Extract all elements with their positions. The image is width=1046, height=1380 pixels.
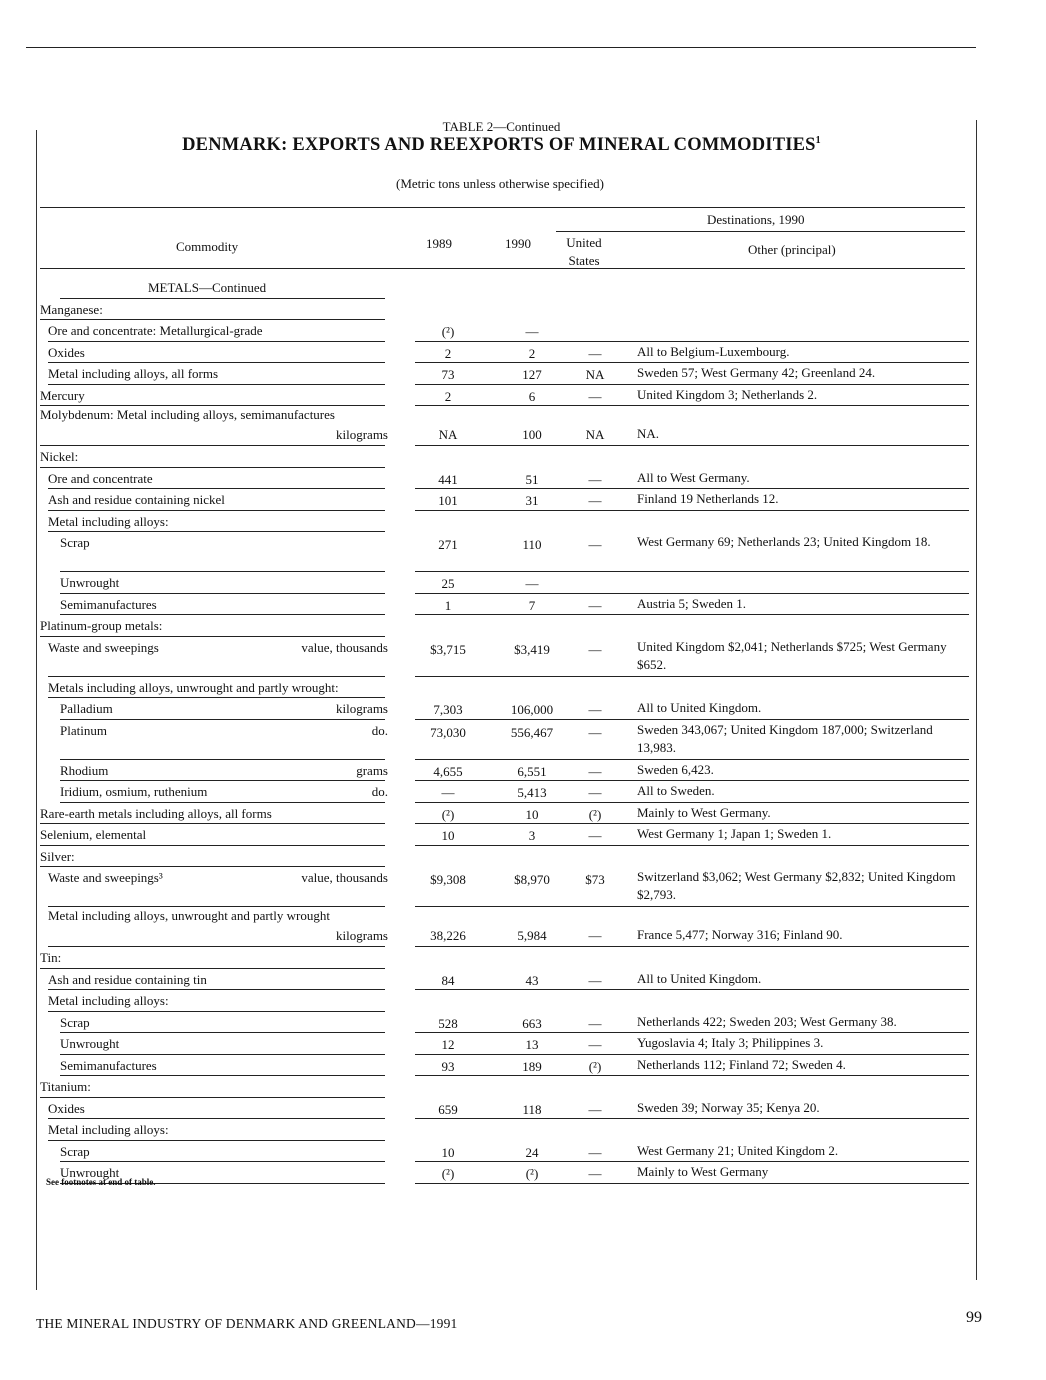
commodity-name: Metal including alloys, unwrought and partly wrought <box>48 908 330 923</box>
commodity-name: Unwrought <box>60 1036 120 1051</box>
commodity-name: Metal including alloys: <box>48 993 169 1008</box>
value-1989: 101 <box>438 493 458 508</box>
commodity-name: Platinum <box>60 722 107 738</box>
value-united-states: (²) <box>588 806 602 822</box>
table-row <box>40 782 965 804</box>
value-1990: (²) <box>525 1166 539 1181</box>
table-row <box>40 847 965 869</box>
destination-other: Finland 19 Netherlands 12. <box>637 491 779 506</box>
value-1989: 271 <box>438 537 458 552</box>
value-1990: 106,000 <box>510 702 554 717</box>
commodity-name: Unwrought <box>60 1165 120 1180</box>
unit-label: do. <box>371 722 388 738</box>
table-row <box>40 1056 965 1078</box>
table-row <box>40 868 965 908</box>
value-1990: 24 <box>525 1144 539 1160</box>
value-1989: 2 <box>444 345 452 361</box>
row-rule-values <box>415 719 969 720</box>
table-row <box>40 595 965 617</box>
row-rule <box>40 445 385 446</box>
table-row <box>40 490 965 512</box>
row-rule <box>60 802 385 803</box>
table-row <box>40 343 965 365</box>
value-1990: 13 <box>525 1037 539 1052</box>
table-row <box>40 364 965 386</box>
title-text: DENMARK: EXPORTS AND REEXPORTS OF MINERAL COMMODITIES <box>182 135 816 156</box>
row-rule <box>40 636 385 637</box>
table-row <box>40 533 965 573</box>
commodity-name: Semimanufactures <box>60 1057 157 1073</box>
commodity-name: Scrap <box>60 535 90 550</box>
row-rule-values <box>415 802 969 803</box>
value-1989: 528 <box>438 1015 458 1031</box>
value-1990: 127 <box>522 367 542 382</box>
value-united-states: — <box>588 1015 602 1031</box>
table-row <box>40 278 965 300</box>
header-top-rule <box>40 207 965 208</box>
destination-other: All to United Kingdom. <box>637 970 762 986</box>
value-united-states: $73 <box>585 872 605 887</box>
destination-other: United Kingdom $2,041; Netherlands $725; West Germany $652. <box>637 638 947 672</box>
row-rule <box>48 531 385 532</box>
destination-other: Sweden 343,067; United Kingdom 187,000; Switzerland 13,983. <box>637 721 933 755</box>
table-row <box>40 512 965 534</box>
value-1990: — <box>525 576 539 591</box>
table-row <box>40 761 965 783</box>
row-rule <box>60 1075 385 1076</box>
value-1989: $3,715 <box>430 641 466 657</box>
row-rule-values <box>415 780 969 781</box>
row-rule <box>60 780 385 781</box>
row-rule <box>48 946 385 947</box>
commodity-name: METALS—Continued <box>148 280 267 295</box>
destination-other: All to United Kingdom. <box>637 700 762 715</box>
row-rule-values <box>415 510 969 511</box>
row-rule <box>48 488 385 489</box>
row-rule-values <box>415 759 969 760</box>
value-1989: 2 <box>444 388 452 404</box>
value-1989: 7,303 <box>433 702 463 717</box>
row-rule <box>48 676 385 677</box>
destination-other: Mainly to West Germany. <box>637 804 771 820</box>
table-row <box>40 300 965 322</box>
unit-label: value, thousands <box>301 870 388 885</box>
row-rule-values <box>415 384 969 385</box>
destination-other: All to Belgium-Luxembourg. <box>637 343 790 359</box>
row-rule <box>40 968 385 969</box>
table-row <box>40 573 965 595</box>
year-1989-header: 1989 <box>426 236 452 251</box>
row-rule-values <box>415 845 969 846</box>
table-row <box>40 1013 965 1035</box>
value-1989: 93 <box>441 1058 455 1074</box>
commodity-name: Waste and sweepings³ <box>48 870 163 885</box>
page-top-rule <box>26 47 976 48</box>
unit-label: kilograms <box>336 427 388 442</box>
commodity-name: Oxides <box>48 344 85 360</box>
value-united-states: — <box>588 493 602 508</box>
row-rule-values <box>415 676 969 677</box>
value-united-states: — <box>588 928 602 943</box>
destination-other: Netherlands 112; Finland 72; Sweden 4. <box>637 1056 846 1072</box>
value-1990: 51 <box>525 471 539 487</box>
united-states-header: United States <box>566 235 602 268</box>
value-united-states: — <box>588 537 602 552</box>
table-row <box>40 970 965 992</box>
value-united-states: — <box>588 785 602 800</box>
row-rule-values <box>415 1054 969 1055</box>
value-1990: — <box>525 324 539 339</box>
unit-label: kilograms <box>336 928 388 943</box>
row-rule-values <box>415 906 969 907</box>
row-rule <box>48 989 385 990</box>
row-rule-values <box>415 1118 969 1119</box>
destination-other: NA. <box>637 426 660 441</box>
value-united-states: — <box>588 388 602 404</box>
destinations-header: Destinations, 1990 <box>707 212 805 227</box>
value-1989: (²) <box>441 1166 455 1181</box>
value-1990: 100 <box>522 427 542 442</box>
table-row <box>40 407 965 447</box>
table-row <box>40 469 965 491</box>
table-row <box>40 991 965 1013</box>
header-bottom-rule <box>40 268 965 269</box>
commodity-name: Semimanufactures <box>60 596 157 612</box>
value-1989: 10 <box>441 1144 455 1160</box>
table-row <box>40 1034 965 1056</box>
value-1989: 10 <box>441 828 455 843</box>
value-united-states: — <box>588 1101 602 1117</box>
commodity-name: Unwrought <box>60 575 120 590</box>
commodity-name: Ash and residue containing nickel <box>48 492 225 507</box>
running-title: THE MINERAL INDUSTRY OF DENMARK AND GREENLAND—1991 <box>36 1316 458 1331</box>
destination-other: West Germany 21; United Kingdom 2. <box>637 1142 839 1158</box>
value-united-states: — <box>588 597 602 613</box>
row-rule-values <box>415 946 969 947</box>
row-rule <box>60 614 385 615</box>
value-1989: — <box>441 785 455 800</box>
value-united-states: (²) <box>588 1058 602 1074</box>
row-rule <box>40 405 385 406</box>
value-1989: 659 <box>438 1101 458 1117</box>
table-row <box>40 1142 965 1164</box>
value-1989: 441 <box>438 471 458 487</box>
table-row <box>40 699 965 721</box>
commodity-name: Ore and concentrate <box>48 470 153 486</box>
value-united-states: — <box>588 724 602 740</box>
value-united-states: — <box>588 641 602 657</box>
value-1990: 118 <box>522 1101 542 1117</box>
row-rule-values <box>415 571 969 572</box>
value-1990: 6,551 <box>517 763 547 779</box>
table-row <box>40 1163 965 1185</box>
table-row <box>40 638 965 678</box>
table-row <box>40 447 965 469</box>
row-rule <box>48 384 385 385</box>
row-rule <box>48 906 385 907</box>
commodity-name: Ash and residue containing tin <box>48 971 207 987</box>
row-rule-values <box>415 1183 969 1184</box>
value-1990: 31 <box>525 493 539 508</box>
destination-other: All to Sweden. <box>637 783 715 798</box>
row-rule <box>40 319 385 320</box>
value-1990: 3 <box>528 828 536 843</box>
destination-other: Austria 5; Sweden 1. <box>637 595 747 611</box>
table-row <box>40 825 965 847</box>
value-1990: $3,419 <box>514 641 550 657</box>
value-united-states: — <box>588 1037 602 1052</box>
commodity-name: Molybdenum: Metal including alloys, semimanufactures <box>40 407 335 422</box>
value-1990: 189 <box>522 1058 542 1074</box>
page-number: 99 <box>966 1309 982 1326</box>
row-rule <box>48 510 385 511</box>
value-united-states: NA <box>585 427 605 442</box>
row-rule <box>60 719 385 720</box>
value-1990: 10 <box>525 806 539 822</box>
commodity-name: Rare-earth metals including alloys, all forms <box>40 805 272 821</box>
row-rule-values <box>415 488 969 489</box>
commodity-name: Waste and sweepings <box>48 639 159 655</box>
row-rule <box>48 697 385 698</box>
value-united-states: NA <box>585 367 605 382</box>
destination-other: West Germany 1; Japan 1; Sweden 1. <box>637 826 832 841</box>
row-rule <box>48 1011 385 1012</box>
commodity-name: Titanium: <box>40 1079 91 1094</box>
title-footnote-marker: 1 <box>815 135 821 146</box>
table-row <box>40 908 965 948</box>
commodity-name: Iridium, osmium, ruthenium <box>60 784 208 799</box>
value-1989: NA <box>438 427 458 442</box>
destinations-rule <box>556 231 965 232</box>
value-1989: 12 <box>441 1037 455 1052</box>
destination-other: Netherlands 422; Sweden 203; West Germany 38. <box>637 1013 897 1029</box>
destination-other: All to West Germany. <box>637 469 750 485</box>
commodity-name: Metal including alloys: <box>48 513 169 529</box>
table-row <box>40 804 965 826</box>
row-rule <box>60 1054 385 1055</box>
footnote-reference: See footnotes at end of table. <box>46 1177 156 1187</box>
row-rule <box>40 1097 385 1098</box>
page-left-margin-rule <box>36 130 37 1290</box>
row-rule <box>60 759 385 760</box>
value-united-states: — <box>588 345 602 361</box>
commodity-name: Ore and concentrate: Metallurgical-grade <box>48 323 263 338</box>
value-1989: 73,030 <box>430 724 466 740</box>
commodity-name: Scrap <box>60 1143 90 1159</box>
value-1990: 556,467 <box>510 724 554 740</box>
value-united-states: — <box>588 763 602 779</box>
commodity-header: Commodity <box>176 239 239 254</box>
commodity-name: Oxides <box>48 1100 85 1116</box>
unit-label: kilograms <box>336 701 388 716</box>
row-rule-values <box>415 989 969 990</box>
value-united-states: — <box>588 1144 602 1160</box>
value-1990: 43 <box>525 972 539 988</box>
destination-other: Switzerland $3,062; West Germany $2,832; United Kingdom $2,793. <box>637 869 956 902</box>
destination-other: Yugoslavia 4; Italy 3; Philippines 3. <box>637 1035 824 1050</box>
value-united-states: — <box>588 1166 602 1181</box>
value-1990: 7 <box>528 597 536 613</box>
row-rule <box>48 1118 385 1119</box>
row-rule <box>40 845 385 846</box>
commodity-name: Metals including alloys, unwrought and partly wrought: <box>48 679 339 695</box>
row-rule <box>40 467 385 468</box>
commodity-name: Metal including alloys, all forms <box>48 366 219 381</box>
commodity-name: Rhodium <box>60 762 109 778</box>
destination-other: West Germany 69; Netherlands 23; United Kingdom 18. <box>637 534 931 549</box>
destination-other: Sweden 6,423. <box>637 761 714 777</box>
row-rule-values <box>415 614 969 615</box>
row-rule-values <box>415 362 969 363</box>
value-1990: 110 <box>522 537 542 552</box>
value-1990: 2 <box>528 345 536 361</box>
row-rule <box>40 823 385 824</box>
table-label: TABLE 2—Continued <box>442 119 561 134</box>
value-1989: 1 <box>444 597 452 613</box>
row-rule <box>48 1140 385 1141</box>
table-row <box>40 616 965 638</box>
value-1989: 25 <box>441 576 455 591</box>
value-1990: 663 <box>522 1015 542 1031</box>
value-1990: 5,984 <box>517 928 547 943</box>
value-1989: 84 <box>441 972 455 988</box>
value-1989: 38,226 <box>430 928 466 943</box>
commodity-name: Scrap <box>60 1014 90 1030</box>
value-1989: 73 <box>441 367 455 382</box>
commodity-name: Nickel: <box>40 449 79 464</box>
unit-label: grams <box>356 762 388 778</box>
row-rule <box>60 1032 385 1033</box>
table-row <box>40 1077 965 1099</box>
commodity-table <box>40 278 965 1185</box>
commodity-name: Mercury <box>40 387 85 403</box>
row-rule-values <box>415 1161 969 1162</box>
commodity-name: Metal including alloys: <box>48 1122 169 1137</box>
table-row <box>40 721 965 761</box>
row-rule <box>48 341 385 342</box>
units-note: (Metric tons unless otherwise specified) <box>396 176 604 191</box>
row-rule <box>48 362 385 363</box>
year-1990-header: 1990 <box>505 236 531 251</box>
unit-label: value, thousands <box>301 639 388 655</box>
table-row <box>40 948 965 970</box>
value-1990: 6 <box>528 388 536 404</box>
destination-other: Sweden 39; Norway 35; Kenya 20. <box>637 1099 820 1115</box>
value-united-states: — <box>588 828 602 843</box>
page-title <box>0 135 1003 156</box>
table-row <box>40 386 965 408</box>
row-rule-values <box>415 1032 969 1033</box>
row-rule <box>60 571 385 572</box>
destination-other: Mainly to West Germany <box>637 1164 769 1179</box>
row-rule-values <box>415 823 969 824</box>
row-rule-values <box>415 445 969 446</box>
unit-label: do. <box>371 784 388 799</box>
value-1989: 4,655 <box>433 763 463 779</box>
row-rule <box>60 593 385 594</box>
row-rule-values <box>415 593 969 594</box>
page-right-margin-rule <box>976 120 977 1280</box>
value-1990: 5,413 <box>517 785 547 800</box>
table-row <box>40 678 965 700</box>
commodity-name: Tin: <box>40 950 62 965</box>
commodity-name: Manganese: <box>40 301 103 317</box>
row-rule <box>60 298 385 299</box>
commodity-name: Silver: <box>40 848 75 864</box>
value-1989: $9,308 <box>430 872 466 887</box>
other-principal-header: Other (principal) <box>748 242 836 257</box>
value-united-states: — <box>588 972 602 988</box>
row-rule-values <box>415 1075 969 1076</box>
table-row <box>40 321 965 343</box>
commodity-name: Platinum-group metals: <box>40 618 163 633</box>
row-rule <box>40 866 385 867</box>
value-1990: $8,970 <box>514 872 550 887</box>
value-united-states: — <box>588 702 602 717</box>
table-row <box>40 1099 965 1121</box>
commodity-name: Selenium, elemental <box>40 827 147 842</box>
destination-other: France 5,477; Norway 316; Finland 90. <box>637 927 843 942</box>
row-rule-values <box>415 405 969 406</box>
destination-other: United Kingdom 3; Netherlands 2. <box>637 386 818 402</box>
value-1989: (²) <box>441 806 455 822</box>
table-row <box>40 1120 965 1142</box>
row-rule-values <box>415 341 969 342</box>
destination-other: Sweden 57; West Germany 42; Greenland 24. <box>637 365 876 380</box>
value-united-states: — <box>588 471 602 487</box>
row-rule <box>60 1161 385 1162</box>
commodity-name: Palladium <box>60 701 113 716</box>
value-1989: (²) <box>441 324 455 339</box>
